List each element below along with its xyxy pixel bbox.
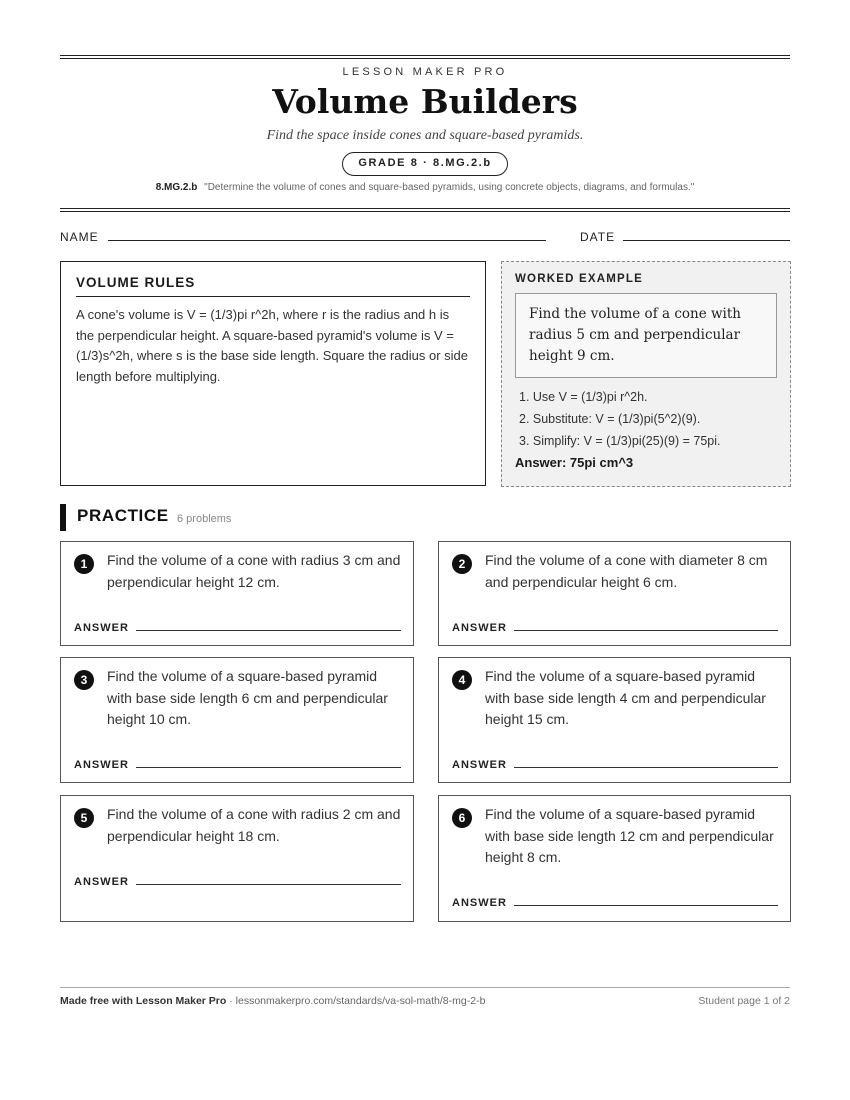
worked-example-step: 2. Substitute: V = (1/3)pi(5^2)(9). bbox=[519, 412, 701, 426]
worked-example-heading: WORKED EXAMPLE bbox=[515, 273, 643, 285]
practice-count: 6 problems bbox=[177, 513, 232, 525]
worked-example-steps bbox=[515, 386, 777, 452]
header-bottom-rule bbox=[60, 208, 790, 209]
problem-card-4 bbox=[438, 657, 791, 783]
answer-label: ANSWER bbox=[452, 897, 507, 909]
answer-label: ANSWER bbox=[74, 759, 129, 771]
problem-text: Find the volume of a cone with radius 3 cm and perpendicular height 12 cm. bbox=[107, 552, 401, 590]
volume-rules-box bbox=[60, 261, 486, 486]
grade-badge: GRADE 8 · 8.MG.2.b bbox=[342, 152, 508, 176]
date-label: DATE bbox=[580, 230, 616, 244]
answer-label: ANSWER bbox=[74, 622, 129, 634]
problem-number-badge: 2 bbox=[452, 554, 472, 574]
problem-number-badge: 1 bbox=[74, 554, 94, 574]
worked-example-step: 3. Simplify: V = (1/3)pi(25)(9) = 75pi. bbox=[519, 434, 721, 448]
answer-field[interactable] bbox=[514, 905, 778, 906]
problem-number-badge: 6 bbox=[452, 808, 472, 828]
worked-example-question: Find the volume of a cone with radius 5 cm and perpendicular height 9 cm. bbox=[515, 293, 777, 378]
problem-card-3 bbox=[60, 657, 414, 783]
footer-url[interactable]: · lessonmakerpro.com/standards/va-sol-math/8-mg-2-b bbox=[226, 995, 486, 1007]
problem-text: Find the volume of a square-based pyramid with base side length 4 cm and perpendicular height 15 cm. bbox=[485, 668, 766, 727]
answer-field[interactable] bbox=[136, 884, 401, 885]
page-subtitle: Find the space inside cones and square-based pyramids. bbox=[266, 128, 584, 143]
answer-label: ANSWER bbox=[74, 876, 129, 888]
answer-label: ANSWER bbox=[452, 622, 507, 634]
answer-field[interactable] bbox=[136, 767, 401, 768]
name-field[interactable] bbox=[108, 240, 546, 241]
brand-label: LESSON MAKER PRO bbox=[342, 66, 508, 78]
problem-text: Find the volume of a square-based pyramid with base side length 6 cm and perpendicular height 10 cm. bbox=[107, 668, 388, 727]
answer-field[interactable] bbox=[136, 630, 401, 631]
volume-rules-body: A cone's volume is V = (1/3)pi r^2h, where r is the radius and h is the perpendicular height. A square-based pyramid's volume is V = (1/3)s^2h, where s is the base side length. Square the radius or side length before multiplying. bbox=[76, 307, 468, 384]
worked-example-box bbox=[501, 261, 791, 487]
problem-number-badge: 3 bbox=[74, 670, 94, 690]
problem-card-5 bbox=[60, 795, 414, 922]
standard-line bbox=[0, 182, 850, 193]
practice-accent-bar bbox=[60, 504, 66, 531]
practice-heading: PRACTICE bbox=[77, 506, 169, 525]
problem-number-badge: 4 bbox=[452, 670, 472, 690]
footer-rule bbox=[60, 987, 790, 988]
problem-card-2 bbox=[438, 541, 791, 646]
header-top-rule bbox=[60, 55, 790, 56]
name-label: NAME bbox=[60, 230, 99, 244]
answer-field[interactable] bbox=[514, 767, 778, 768]
date-field[interactable] bbox=[623, 240, 790, 241]
footer-page-number: Student page 1 of 2 bbox=[698, 995, 790, 1007]
problem-card-6 bbox=[438, 795, 791, 922]
volume-rules-heading: VOLUME RULES bbox=[76, 275, 470, 297]
answer-field[interactable] bbox=[514, 630, 778, 631]
problem-text: Find the volume of a square-based pyramid with base side length 12 cm and perpendicular height 8 cm. bbox=[485, 806, 774, 865]
standard-code: 8.MG.2.b bbox=[155, 182, 198, 193]
worked-example-answer: Answer: 75pi cm^3 bbox=[515, 455, 634, 470]
problem-text: Find the volume of a cone with radius 2 cm and perpendicular height 18 cm. bbox=[107, 806, 401, 844]
standard-text: "Determine the volume of cones and square-based pyramids, using concrete objects, diagrams, and formulas." bbox=[204, 182, 695, 193]
footer-made-with: Made free with Lesson Maker Pro bbox=[60, 995, 227, 1007]
page-title: Volume Builders bbox=[272, 82, 578, 121]
problem-card-1 bbox=[60, 541, 414, 646]
answer-label: ANSWER bbox=[452, 759, 507, 771]
worked-example-step: 1. Use V = (1/3)pi r^2h. bbox=[519, 390, 648, 404]
problem-text: Find the volume of a cone with diameter 8 cm and perpendicular height 6 cm. bbox=[485, 552, 768, 590]
footer-credit bbox=[60, 995, 485, 1007]
problem-number-badge: 5 bbox=[74, 808, 94, 828]
